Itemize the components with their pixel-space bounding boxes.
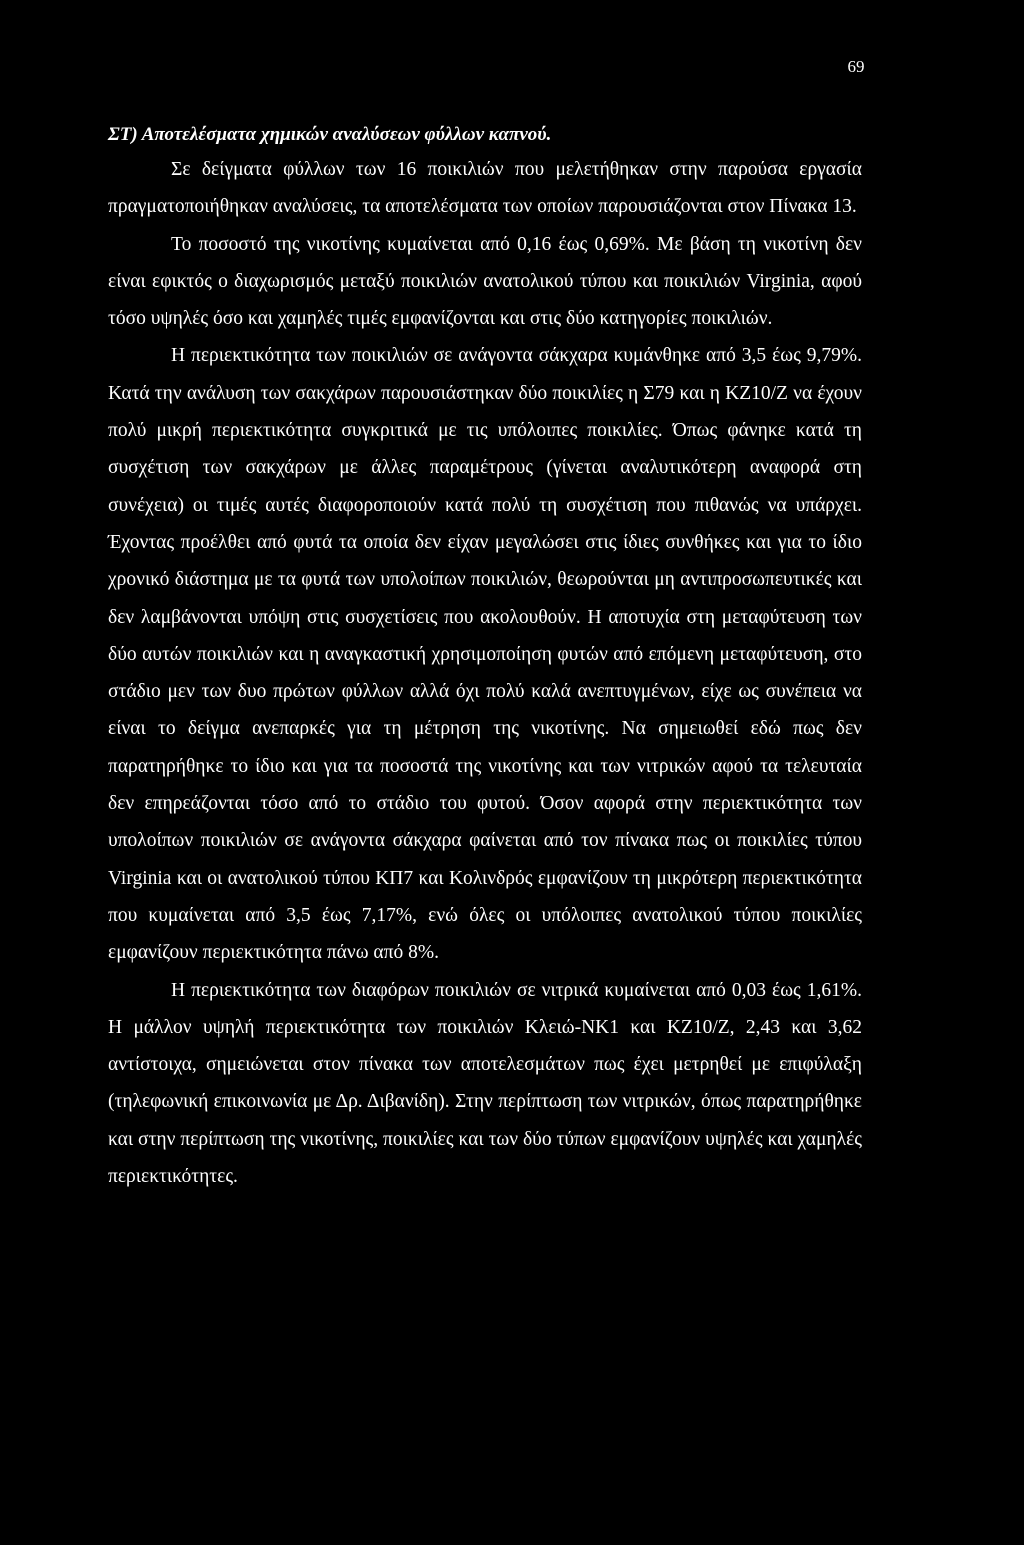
paragraph-nitrates: Η περιεκτικότητα των διαφόρων ποικιλιών σε νιτρικά κυμαίνεται από 0,03 έως 1,61%. Η μάλλον υψηλή περιεκτικότητα των ποικιλιών Κλειώ-ΝΚ1 και ΚΖ10/Ζ, 2,43 και 3,62 αντίστοιχα, σημειώνεται στον πίνακα των αποτελεσμάτων πως έχει μετρηθεί με επιφύλαξη (τηλεφωνική επικοινωνία με Δρ. Διβανίδη). Στην περίπτωση των νιτρικών, όπως παρατηρήθηκε και στην περίπτωση της νικοτίνης, ποικιλίες και των δύο τύπων εμφανίζουν υψηλές και χαμηλές περιεκτικότητες.: [108, 979, 862, 1188]
paragraph-nicotine: Το ποσοστό της νικοτίνης κυμαίνεται από 0,16 έως 0,69%. Με βάση τη νικοτίνη δεν είναι εφικτός ο διαχωρισμός μεταξύ ποικιλιών ανατολικού τύπου και ποικιλιών Virginia, αφού τόσο υψηλές όσο και χαμηλές τιμές εμφανίζονται και στις δύο κατηγορίες ποικιλιών.: [108, 233, 862, 330]
section-heading: ΣΤ) Αποτελέσματα χημικών αναλύσεων φύλλων καπνού.: [108, 124, 552, 145]
paragraph-reducing-sugars: Η περιεκτικότητα των ποικιλιών σε ανάγοντα σάκχαρα κυμάνθηκε από 3,5 έως 9,79%. Κατά την ανάλυση των σακχάρων παρουσιάστηκαν δύο ποικιλίες η Σ79 και η ΚΖ10/Ζ να έχουν πολύ μικρή περιεκτικότητα συγκριτικά με τις υπόλοιπες ποικιλίες. Όπως φάνηκε κατά τη συσχέτιση των σακχάρων με άλλες παραμέτρους (γίνεται αναλυτικότερη αναφορά στη συνέχεια) οι τιμές αυτές διαφοροποιούν κατά πολύ τη συσχέτιση που πιθανώς να υπάρχει. Έχοντας προέλθει από φυτά τα οποία δεν είχαν μεγαλώσει στις ίδιες συνθήκες και για το ίδιο χρονικό διάστημα με τα φυτά των υπολοίπων ποικιλιών, θεωρούνται μη αντιπροσωπευτικές και δεν λαμβάνονται υπόψη στις συσχετίσεις που ακολουθούν. Η αποτυχία στη μεταφύτευση των δύο αυτών ποικιλιών και η αναγκαστική χρησιμοποίηση φυτών από επόμενη μεταφύτευση, στο στάδιο μεν των δυο πρώτων φύλλων αλλά όχι πολύ καλά ανεπτυγμένων, είχε ως συνέπεια να είναι το δείγμα ανεπαρκές για τη μέτρηση της νικοτίνης. Να σημειωθεί εδώ πως δεν παρατηρήθηκε το ίδιο και για τα ποσοστά της νικοτίνης και των νιτρικών αφού τα τελευταία δεν επηρεάζονται τόσο από το στάδιο του φυτού. Όσον αφορά στην περιεκτικότητα των υπολοίπων ποικιλιών σε ανάγοντα σάκχαρα φαίνεται από τον πίνακα πως οι ποικιλίες τύπου Virginia και οι ανατολικού τύπου ΚΠ7 και Κολινδρός εμφανίζουν τη μικρότερη περιεκτικότητα που κυμαίνεται από 3,5 έως 7,17%, ενώ όλες οι υπόλοιπες ανατολικού τύπου ποικιλίες εμφανίζουν περιεκτικότητα πάνω από 8%.: [108, 345, 862, 964]
page-number: 69: [847, 57, 865, 76]
paragraph-samples-intro: Σε δείγματα φύλλων των 16 ποικιλιών που μελετήθηκαν στην παρούσα εργασία πραγματοποιήθηκαν αναλύσεις, τα αποτελέσματα των οποίων παρουσιάζονται στον Πίνακα 13.: [108, 159, 862, 218]
page-content: [108, 119, 862, 1195]
